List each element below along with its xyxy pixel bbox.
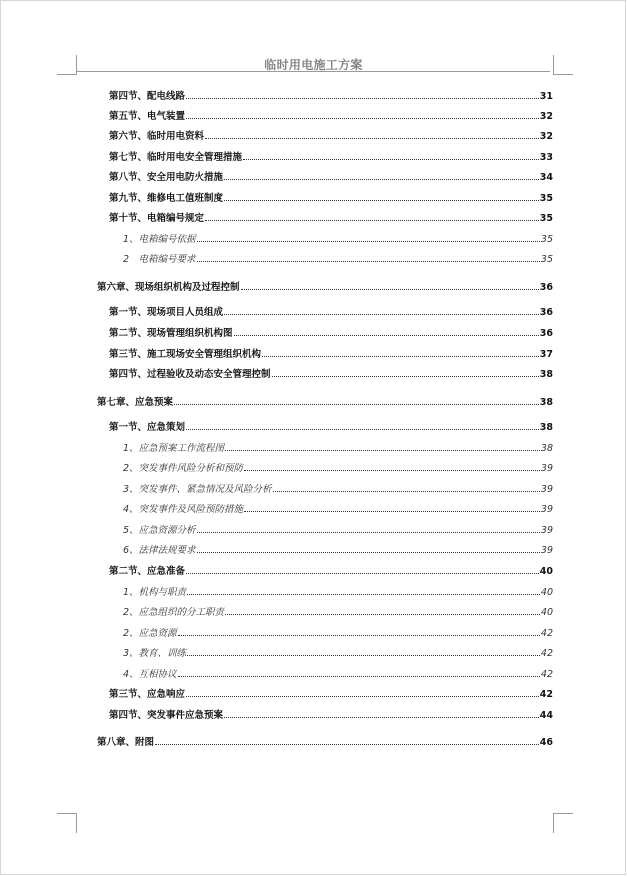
toc-entry-item[interactable] [123,483,553,497]
toc-entry-page-number: 42 [540,628,553,639]
toc-entry-label: 第七章、应急预案 [97,397,174,408]
toc-entry-label: 第六章、现场组织机构及过程控制 [97,282,240,293]
toc-entry-section[interactable] [109,171,553,185]
toc-entry-label: 2、应急资源 [123,628,177,639]
toc-entry-section[interactable] [109,151,553,165]
toc-dot-leader [224,314,539,315]
toc-entry-label: 第六节、临时用电资料 [109,131,205,142]
toc-entry-page-number: 39 [540,525,553,536]
toc-entry-page-number: 34 [539,172,553,183]
toc-entry-label: 第二节、现场管理组织机构图 [109,328,233,339]
toc-entry-label: 第二节、应急准备 [109,566,186,577]
toc-dot-leader [197,241,540,242]
toc-entry-label: 1、机构与职责 [123,587,187,598]
toc-entry-page-number: 31 [539,91,553,102]
toc-entry-section[interactable] [109,348,553,362]
toc-entry-item[interactable] [123,627,553,641]
toc-dot-leader [197,261,540,262]
toc-entry-item[interactable] [123,606,553,620]
toc-dot-leader [187,594,540,595]
toc-entry-page-number: 40 [540,587,553,598]
toc-entry-section[interactable] [109,709,553,723]
toc-entry-label: 4、互相协议 [123,669,177,680]
toc-entry-label: 3、教育、训练 [123,648,187,659]
toc-entry-item[interactable] [123,462,553,476]
toc-dot-leader [197,552,540,553]
toc-entry-label: 第三节、施工现场安全管理组织机构 [109,349,262,360]
toc-entry-page-number: 39 [540,484,553,495]
toc-entry-page-number: 39 [540,463,553,474]
toc-entry-section[interactable] [109,212,553,226]
toc-dot-leader [224,179,539,180]
toc-entry-section[interactable] [109,110,553,124]
toc-entry-section[interactable] [109,130,553,144]
toc-entry-page-number: 40 [539,566,553,577]
toc-entry-section[interactable] [109,192,553,206]
toc-entry-page-number: 35 [539,213,553,224]
toc-dot-leader [225,450,540,451]
toc-dot-leader [244,511,540,512]
toc-entry-label: 3、突发事件、紧急情况及风险分析 [123,484,272,495]
toc-entry-label: 4、突发事件及风险预防措施 [123,504,244,515]
toc-entry-page-number: 39 [540,504,553,515]
toc-entry-label: 2 电箱编号要求 [123,254,196,265]
toc-entry-chapter[interactable] [97,281,553,295]
toc-dot-leader [241,289,539,290]
toc-entry-item[interactable] [123,668,553,682]
toc-entry-page-number: 35 [540,254,553,265]
toc-dot-leader [272,376,539,377]
toc-entry-item[interactable] [123,586,553,600]
toc-dot-leader [205,220,539,221]
toc-entry-page-number: 32 [539,111,553,122]
toc-entry-item[interactable] [123,442,553,456]
toc-entry-page-number: 38 [539,369,553,380]
toc-entry-page-number: 36 [539,307,553,318]
toc-entry-page-number: 39 [540,545,553,556]
toc-dot-leader [186,696,539,697]
toc-entry-label: 第一节、现场项目人员组成 [109,307,224,318]
toc-dot-leader [186,573,539,574]
toc-entry-item[interactable] [123,253,553,267]
toc-entry-page-number: 35 [539,193,553,204]
toc-entry-item[interactable] [123,524,553,538]
toc-dot-leader [178,635,540,636]
toc-entry-label: 第四节、突发事件应急预案 [109,710,224,721]
toc-dot-leader [262,356,539,357]
toc-entry-page-number: 37 [539,349,553,360]
toc-dot-leader [273,491,540,492]
toc-entry-item[interactable] [123,503,553,517]
toc-entry-page-number: 36 [539,328,553,339]
toc-entry-label: 第七节、临时用电安全管理措施 [109,152,243,163]
toc-entry-page-number: 32 [539,131,553,142]
toc-dot-leader [205,138,539,139]
toc-entry-page-number: 42 [540,648,553,659]
toc-entry-label: 第八章、附图 [97,737,155,748]
toc-dot-leader [186,98,539,99]
toc-dot-leader [224,717,539,718]
toc-entry-chapter[interactable] [97,736,553,750]
toc-entry-chapter[interactable] [97,396,553,410]
toc-dot-leader [225,614,540,615]
toc-entry-label: 1、应急预案工作流程图 [123,443,225,454]
toc-dot-leader [178,676,540,677]
toc-entry-item[interactable] [123,233,553,247]
toc-entry-label: 第五节、电气装置 [109,111,186,122]
toc-dot-leader [187,655,540,656]
toc-entry-section[interactable] [109,90,553,104]
toc-entry-page-number: 35 [540,234,553,245]
toc-dot-leader [243,159,539,160]
running-header-title: 临时用电施工方案 [264,58,363,72]
toc-entry-label: 5、应急资源分析 [123,525,196,536]
toc-dot-leader [155,744,539,745]
toc-entry-label: 第一节、应急策划 [109,422,186,433]
toc-entry-label: 2、突发事件风险分析和预防 [123,463,244,474]
toc-entry-item[interactable] [123,647,553,661]
toc-dot-leader [234,335,539,336]
toc-entry-label: 第四节、配电线路 [109,91,186,102]
toc-entry-page-number: 40 [540,607,553,618]
toc-entry-page-number: 38 [540,443,553,454]
toc-dot-leader [197,532,540,533]
toc-entry-section[interactable] [109,565,553,579]
toc-entry-page-number: 33 [539,152,553,163]
toc-entry-label: 第九节、维修电工值班制度 [109,193,224,204]
toc-entry-label: 第八节、安全用电防火措施 [109,172,224,183]
toc-entry-page-number: 38 [539,422,553,433]
toc-entry-label: 第四节、过程验收及动态安全管理控制 [109,369,271,380]
toc-dot-leader [224,200,539,201]
toc-entry-page-number: 42 [540,669,553,680]
toc-entry-section[interactable] [109,421,553,435]
toc-entry-section[interactable] [109,368,553,382]
toc-dot-leader [174,404,539,405]
toc-entry-section[interactable] [109,327,553,341]
toc-entry-page-number: 46 [539,737,553,748]
toc-entry-label: 第三节、应急响应 [109,689,186,700]
toc-entry-label: 6、法律法规要求 [123,545,196,556]
toc-entry-item[interactable] [123,544,553,558]
toc-entry-label: 第十节、电箱编号规定 [109,213,205,224]
toc-dot-leader [244,470,540,471]
toc-entry-label: 1、电箱编号依据 [123,234,196,245]
toc-entry-section[interactable] [109,306,553,320]
toc-entry-page-number: 42 [539,689,553,700]
toc-dot-leader [186,429,539,430]
toc-entry-page-number: 44 [539,710,553,721]
toc-entry-section[interactable] [109,688,553,702]
toc-entry-label: 2、应急组织的分工职责 [123,607,225,618]
toc-entry-page-number: 38 [539,397,553,408]
toc-entry-page-number: 36 [539,282,553,293]
toc-dot-leader [186,118,539,119]
